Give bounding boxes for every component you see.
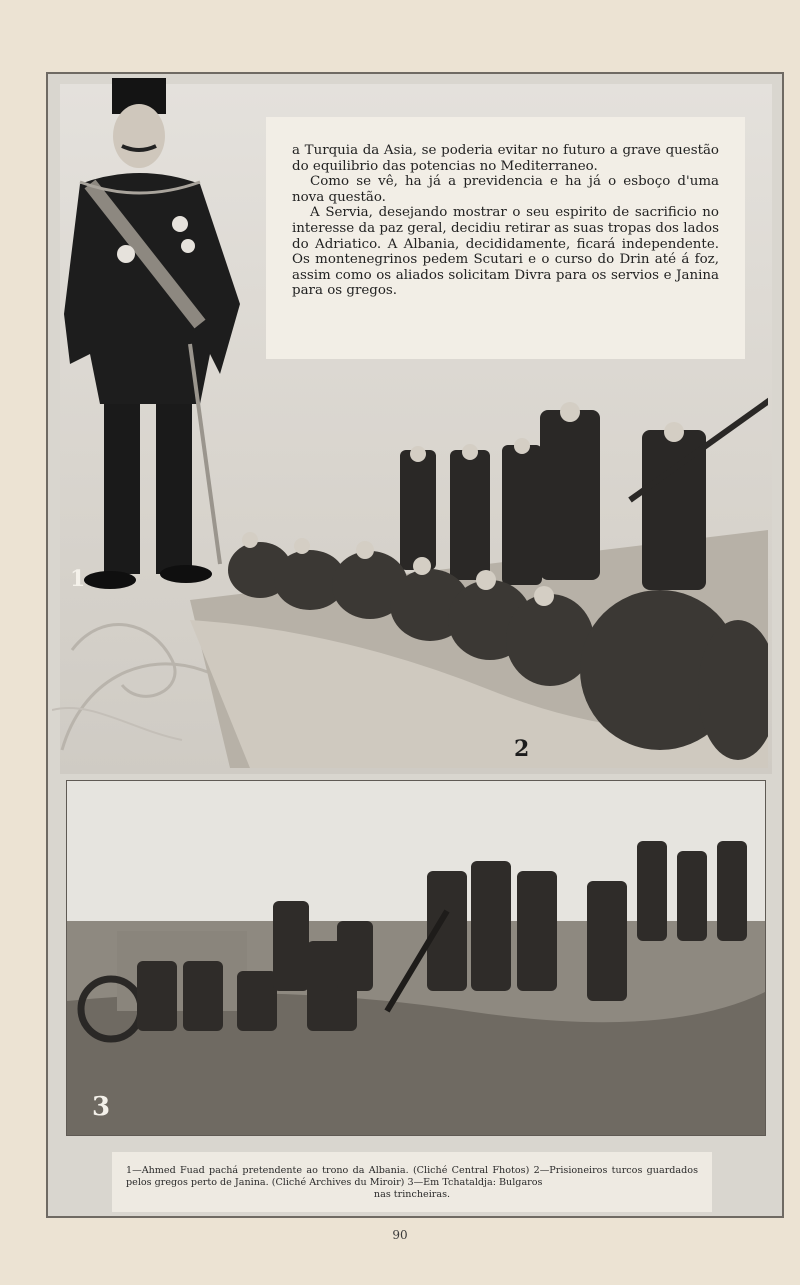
photo-number-1: 1 [70, 566, 86, 592]
caption-text: 1—Ahmed Fuad pachá pretendente ao trono da Albania. (Cliché Central Fhotos) 2—Prisioneiros turcos guardados pelos gregos perto de Janina. (Cliché Archives du Miroir) 3—Em Tchataldja: Bulgaros [126, 1165, 698, 1188]
photo-number-3: 3 [92, 1092, 111, 1122]
photo-caption [112, 1152, 712, 1212]
photo-number-2: 2 [514, 736, 530, 762]
photo-artillery [66, 780, 766, 1136]
page-number: 90 [392, 1228, 408, 1242]
caption-last-line: nas trincheiras. [373, 1189, 451, 1200]
article-paragraph-2: Como se vê, ha já a previdencia e ha já o esboço d'uma nova questão. [292, 174, 719, 205]
article-text [266, 117, 745, 359]
article-paragraph-3: A Servia, desejando mostrar o seu espirito de sacrificio no interesse da paz geral, decidiu retirar as suas tropas dos lados do Adriatico. A Albania, decididamente, ficará independente. Os montenegrinos pedem Scutari e o curso do Drin até á foz, assim como os aliados solicitam Divra para os servios e Janina para os gregos. [292, 205, 719, 299]
photo-prisoners [190, 390, 768, 768]
article-paragraph-1: a Turquia da Asia, se poderia evitar no futuro a grave questão do equilibrio das potencias no Mediterraneo. [292, 143, 719, 174]
